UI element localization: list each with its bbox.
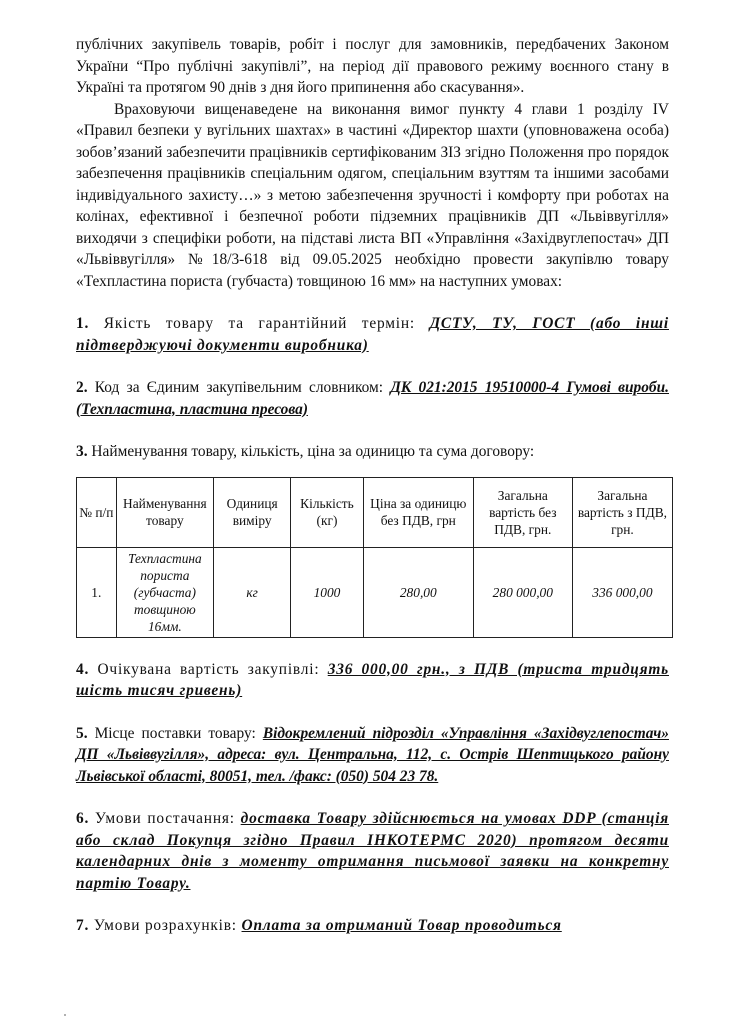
cell-total-no-vat: 280 000,00 [473, 547, 572, 637]
item-6-label: Умови постачання: [95, 810, 241, 827]
item-4-number: 4. [76, 660, 90, 678]
table-header-row [77, 477, 673, 547]
item-4-value: 336 000,00 грн., з ПДВ (триста тридцять шість тисяч гривень) [76, 660, 669, 699]
item-7-value: Оплата за отриманий Товар проводиться [241, 917, 562, 934]
item-5 [76, 723, 669, 788]
item-5-label: Місце поставки товару: [94, 724, 263, 742]
cell-unit-price: 280,00 [363, 547, 473, 637]
header-total-vat: Загальна вартість з ПДВ, грн. [572, 477, 672, 547]
item-5-value: Відокремлений підрозділ «Управління «Західвуглепостач» ДП «Львіввугілля», адреса: вул. Центральна, 112, с. Острів Шептицького району Львівської області, 80051, тел. /факс: (050) 504 23 78. [76, 724, 669, 785]
item-7 [76, 915, 669, 937]
item-3-label: Найменування товару, кількість, ціна за одиницю та сума договору: [91, 443, 535, 460]
scan-speck [64, 1014, 66, 1016]
item-7-number: 7. [76, 917, 90, 934]
header-name: Найменування товару [116, 477, 214, 547]
item-3-number: 3. [76, 443, 88, 460]
header-number: № п/п [77, 477, 117, 547]
item-2 [76, 377, 669, 420]
cell-name: Техпластина пориста (губчаста) товщиною 16мм. [116, 547, 214, 637]
header-total-no-vat: Загальна вартість без ПДВ, грн. [473, 477, 572, 547]
item-1 [76, 313, 669, 356]
header-quantity: Кількість (кг) [291, 477, 364, 547]
cell-total-vat: 336 000,00 [572, 547, 672, 637]
cell-quantity: 1000 [291, 547, 364, 637]
document-page [76, 34, 669, 937]
item-4 [76, 659, 669, 702]
item-5-number: 5. [76, 724, 88, 742]
table-row [77, 547, 673, 637]
cell-number: 1. [77, 547, 117, 637]
cell-unit: кг [214, 547, 291, 637]
item-1-number: 1. [76, 315, 90, 332]
header-unit: Одиниця виміру [214, 477, 291, 547]
item-6-value: доставка Товару здійснюється на умовах DDP (станція або склад Покупця згідно Правил ІНКОТЕРМС 2020) протягом десяти календарних днів з моменту отримання письмової заявки на конкретну партію Товару. [76, 810, 669, 892]
item-1-label: Якість товару та гарантійний термін: [103, 315, 430, 332]
item-6 [76, 808, 669, 894]
intro-paragraph: публічних закупівель товарів, робіт і послуг для замовників, передбачених Законом України “Про публічні закупівлі”, на період дії правового режиму воєнного стану в Україні та протягом 90 днів з дня його припинення або скасування». [76, 36, 669, 96]
item-2-number: 2. [76, 379, 88, 396]
goods-table [76, 477, 673, 638]
item-2-label: Код за Єдиним закупівельним словником: [94, 379, 391, 396]
item-6-number: 6. [76, 810, 90, 827]
item-7-label: Умови розрахунків: [93, 917, 242, 934]
item-2-value: ДК 021:2015 19510000-4 Гумові вироби. (Техпластина, пластина пресова) [76, 379, 669, 418]
item-1-value: ДСТУ, ТУ, ГОСТ (або інші підтверджуючі документи виробника) [76, 315, 669, 354]
main-paragraph: Враховуючи вищенаведене на виконання вимог пункту 4 глави 1 розділу IV «Правил безпеки у вугільних шахтах» в частині «Директор шахти (уповноважена особа) зобов’язаний забезпечити працівників сертифікованим ЗІЗ згідно Положення про порядок забезпечення працівників спеціальним одягом, спеціальним взуттям та іншими засобами індивідуального захисту…» з метою забезпечення зручності і комфорту при роботах на колінах, ефективної і безпечної роботи підземних працівників ДП «Львіввугілля» виходячи з специфіки роботи, на підставі листа ВП «Управління «Західвуглепостач» ДП «Львіввугілля» №18/3-618 від 09.05.2025 необхідно провести закупівлю товару «Техпластина пориста (губчаста) товщиною 16 мм» на наступних умовах: [76, 100, 669, 290]
header-unit-price: Ціна за одиницю без ПДВ, грн [363, 477, 473, 547]
item-3 [76, 441, 669, 463]
item-4-label: Очікувана вартість закупівлі: [97, 660, 328, 678]
